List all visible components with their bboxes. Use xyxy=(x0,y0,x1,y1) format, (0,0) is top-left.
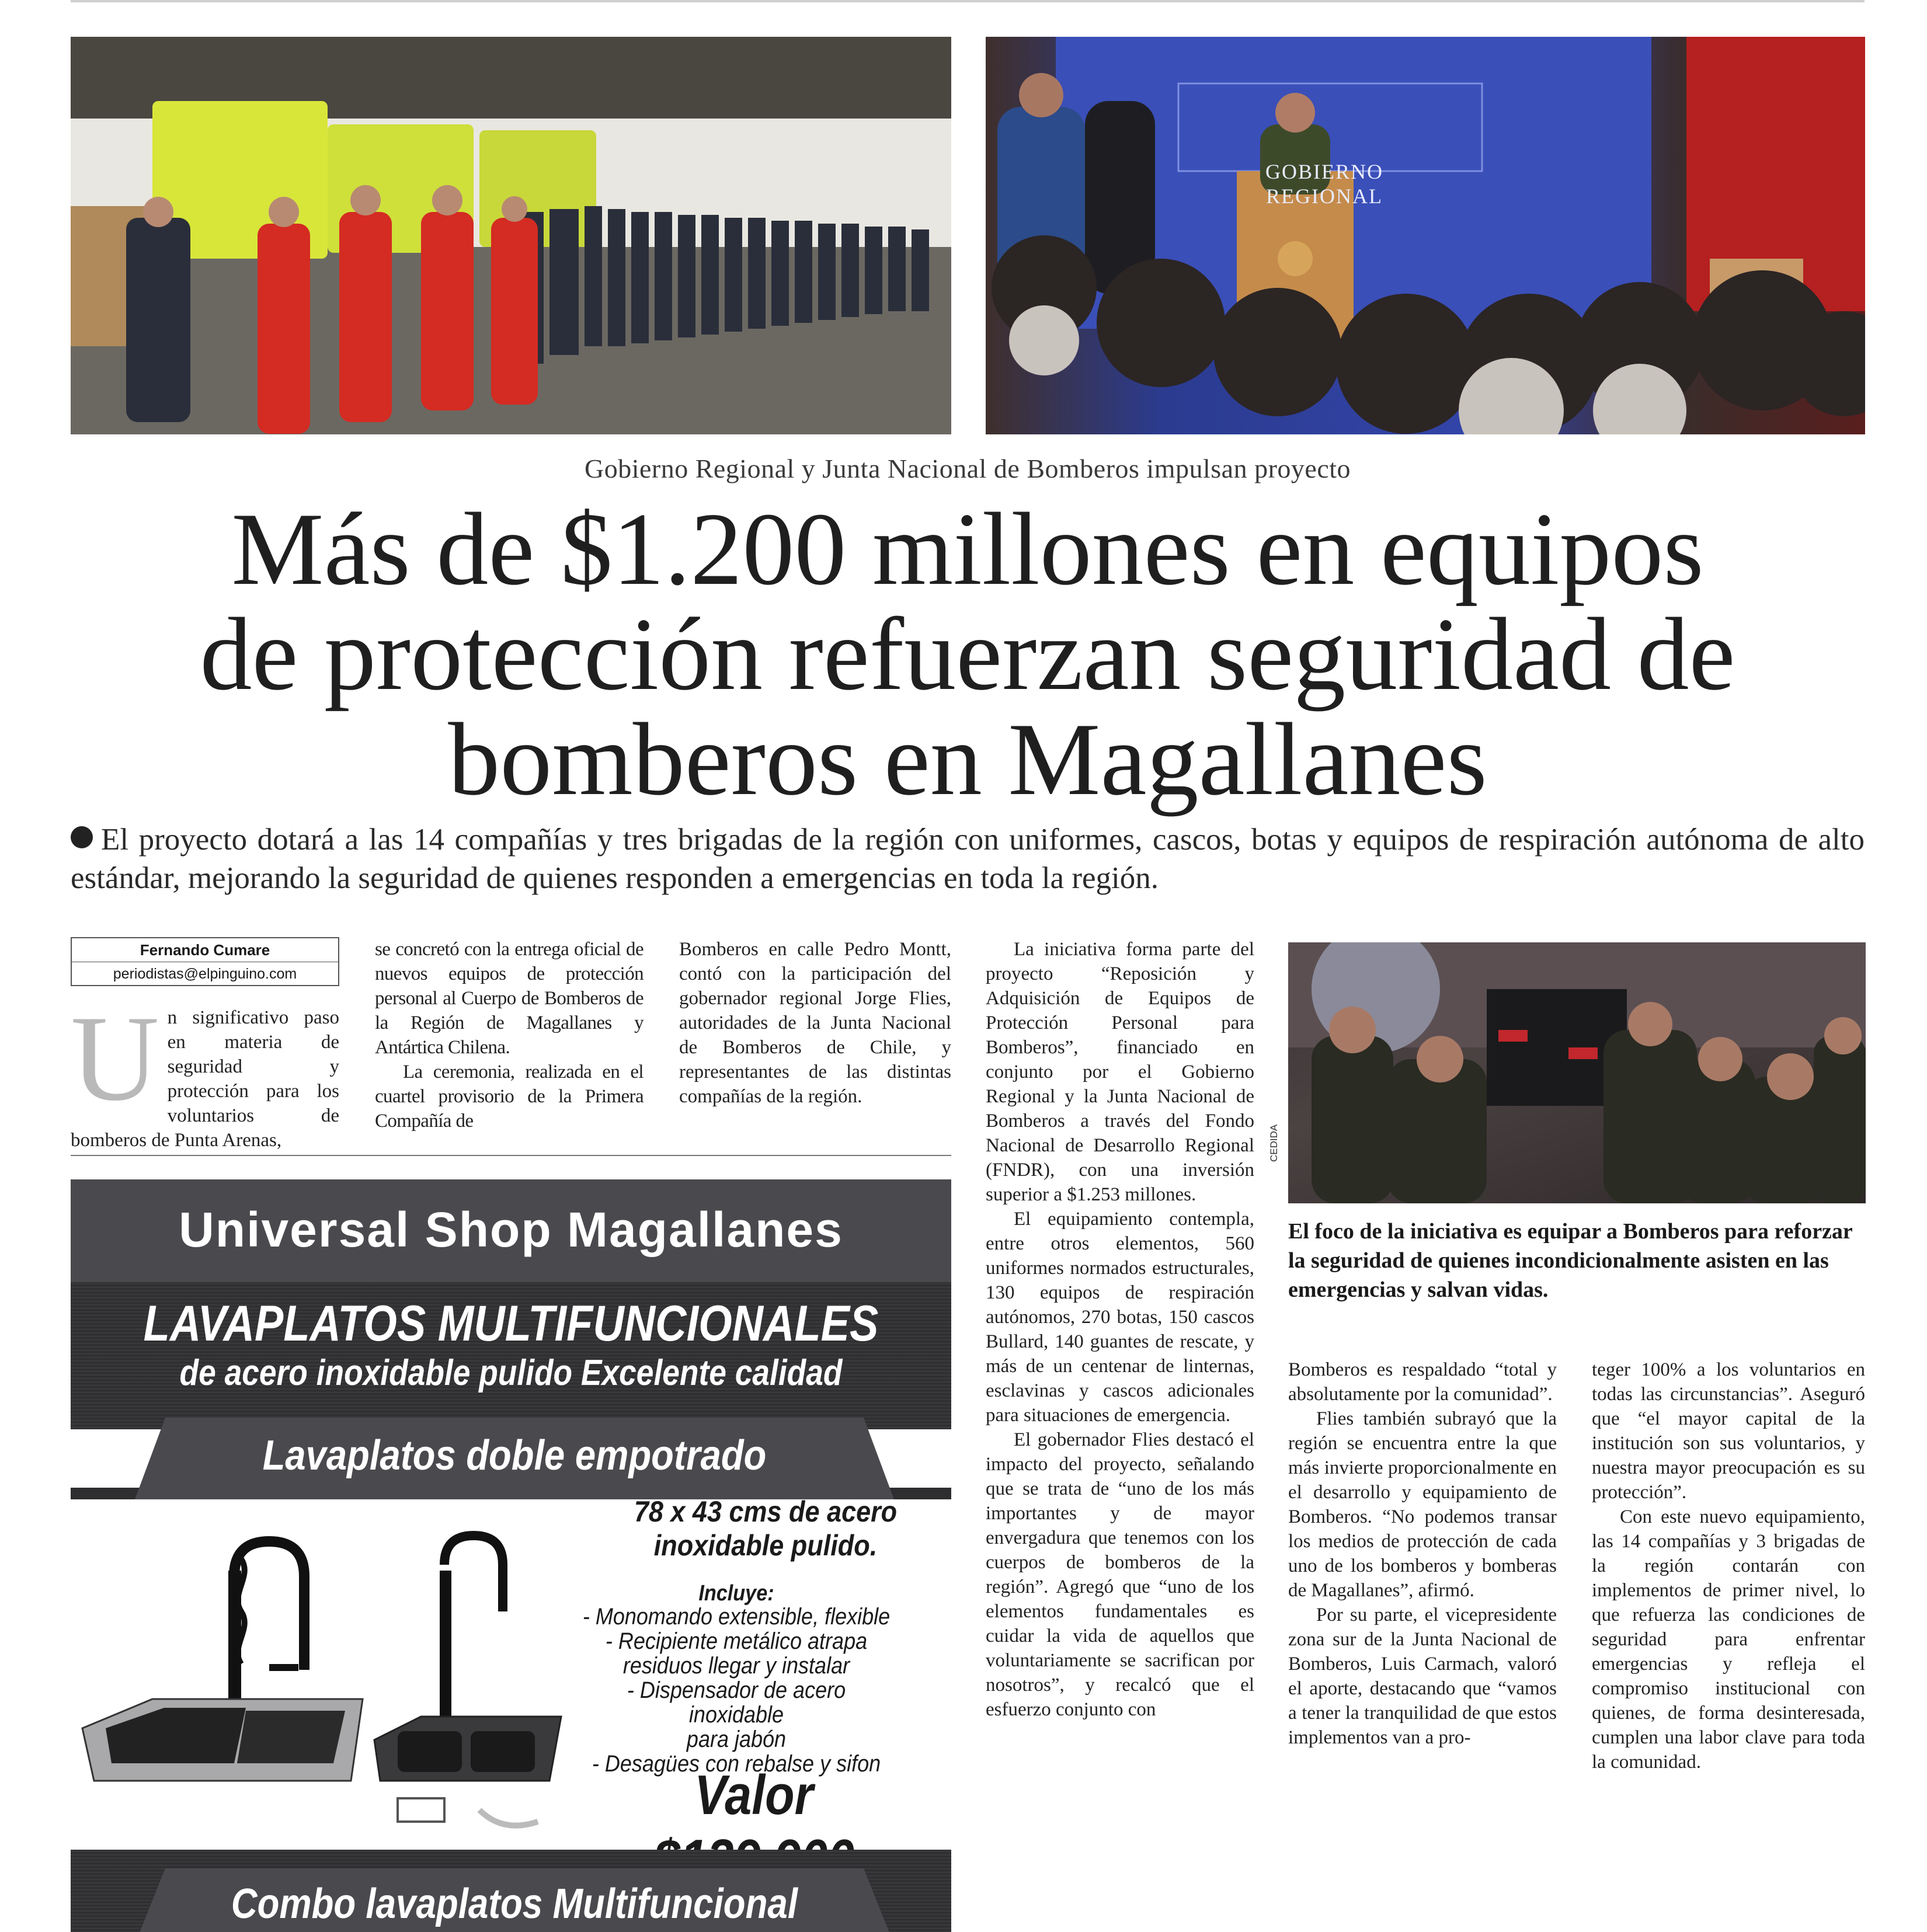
article-col2-p2: La ceremonia, realizada en el cuartel provisorio de la Primera Compañía de xyxy=(375,1061,644,1132)
article-col5-p2: Flies también subrayó que la región se encuentra entre la que más invierte proporcionalmente en el desarrollo y equipamiento de Bomberos. “No podemos transar los medios de protección de cada uno de los bomberos y bomberas de Magallanes”, afirmó. xyxy=(1288,1408,1557,1601)
ad-subheadline-bold: Excelente calidad xyxy=(580,1353,843,1393)
ad-shop-name: Universal Shop Magallanes xyxy=(179,1202,843,1257)
ad-product-title: Lavaplatos doble empotrado xyxy=(262,1432,767,1479)
governor-speech-photo xyxy=(986,37,1865,434)
article-col5-p3: Por su parte, el vicepresidente zona sur de la Junta Nacional de Bomberos, Luis Carmach, valoró el aporte, destacando que “vamos a tener la tranquilidad de que estos implementos van a pro- xyxy=(1288,1604,1557,1748)
ad-includes-list xyxy=(579,1604,894,1776)
podium-sign-text: GOBIERNO REGIONAL xyxy=(1265,160,1383,208)
byline-email[interactable]: periodistas@elpinguino.com xyxy=(113,966,297,982)
photo-caption: El foco de la iniciativa es equipar a Bomberos para reforzar la seguridad de quienes incondicionalmente asisten en las emergencias y salvan vidas. xyxy=(1288,1219,1853,1302)
ad-include-item: para jabón xyxy=(686,1726,787,1752)
firefighters-lineup-illustration xyxy=(71,37,951,434)
equipment-inspection-photo xyxy=(1288,942,1866,1203)
sink-faucet-illustration xyxy=(71,1506,573,1851)
drop-cap: U xyxy=(71,991,159,1126)
headline xyxy=(71,491,1865,817)
ad-include-item: - Desagües con rebalse y sifon xyxy=(592,1751,881,1777)
article-col4-p3: El gobernador Flies destacó el impacto del proyecto, señalando que se trata de “uno de los más importantes y de mayor envergadura que tenemos con los cuerpos de bomberos de la región”. Agregó que “uno de los elementos fundamentales es cuidar la vida de aquellos que voluntariamente se sacrifican por nosotros”, y recalcó que el esfuerzo conjunto con xyxy=(986,1429,1254,1720)
article-col3-text: Bomberos en calle Pedro Montt, contó con la participación del gobernador regional Jorge Flies, autoridades de la Junta Nacional de Bomberos de Chile, y representantes de las distintas compañías de la región. xyxy=(679,939,951,1107)
article-col1-text: n significativo paso en materia de seguridad y protección para los voluntarios de bomberos de Punta Arenas, xyxy=(71,1007,339,1151)
article-col4-p2: El equipamiento contempla, entre otros elementos, 560 uniformes normados estructurales, 130 equipos de respiración autónomos, 270 botas, 150 cascos Bullard, 140 guantes de rescate, y más de un centenar de linternas, esclavinas y cascos adicionales para situaciones de emergencia. xyxy=(986,1209,1254,1426)
article-col2-p1: se concretó con la entrega oficial de nuevos equipos de protección personal al Cuerpo de Bomberos de la Región de Magallanes y Antártica Chilena. xyxy=(375,939,644,1058)
ad-bottom-banner-text: Combo lavaplatos Multifuncional xyxy=(231,1881,798,1927)
headline-line-2: de protección refuerzan seguridad de xyxy=(200,596,1735,712)
ad-headline: LAVAPLATOS MULTIFUNCIONALES xyxy=(143,1296,879,1352)
article-column-3 xyxy=(679,937,951,1109)
article-column-6 xyxy=(1592,1357,1865,1774)
article-col5-p1: Bomberos es respaldado “total y absolutamente por la comunidad”. xyxy=(1288,1359,1557,1405)
ad-subheadline xyxy=(133,1352,890,1394)
ad-price: Valor xyxy=(694,1764,813,1826)
equipment-inspection-illustration xyxy=(1288,942,1866,1203)
ad-include-item: residuos llegar y instalar xyxy=(622,1653,850,1679)
byline-author: Fernando Cumare xyxy=(72,938,338,962)
ad-subheadline-plain: de acero inoxidable pulido xyxy=(179,1353,581,1393)
top-rule xyxy=(71,0,1865,2)
headline-line-1: Más de $1.200 millones en equipos xyxy=(231,491,1704,607)
firefighters-lineup-photo xyxy=(71,37,951,434)
article-column-1 xyxy=(71,991,339,1153)
governor-speech-illustration xyxy=(986,37,1865,434)
article-column-4 xyxy=(986,937,1254,1722)
lede-text: El proyecto dotará a las 14 compañías y tres brigadas de la región con uniformes, cascos, botas y equipos de respiración autónoma de alto estándar, mejorando la seguridad de quienes responden a emergencias en toda la región. xyxy=(71,823,1865,895)
ad-includes-title: Incluye: xyxy=(698,1581,774,1606)
article-col4-p1: La iniciativa forma parte del proyecto “Reposición y Adquisición de Equipos de Protección Personal para Bomberos”, financiado en conjunto por el Gobierno Regional y la Junta Nacional de Bomberos a través del Fondo Nacional de Desarrollo Regional (FNDR), con una inversión superior a $1.253 millones. xyxy=(986,939,1254,1205)
kicker: Gobierno Regional y Junta Nacional de Bomberos impulsan proyecto xyxy=(584,454,1351,483)
lede xyxy=(71,820,1865,897)
headline-line-3: bomberos en Magallanes xyxy=(448,701,1487,817)
photo-credit: CEDIDA xyxy=(1268,1124,1279,1162)
bullet-icon xyxy=(71,826,93,848)
ad-include-item: - Recipiente metálico atrapa xyxy=(605,1628,868,1654)
article-col6-p2: Con este nuevo equipamiento, las 14 compañías y 3 brigadas de la región contarán con implementos de primer nivel, lo que refuerza las condiciones de seguridad para enfrentar emergencias y refleja el compromiso institucional con quienes, de forma desinteresada, cumplen una labor clave para toda la comunidad. xyxy=(1592,1506,1865,1773)
ad-spec-line-1: 78 x 43 cms de acero xyxy=(634,1495,898,1528)
article-column-5 xyxy=(1288,1357,1557,1750)
ad-spec xyxy=(608,1495,923,1562)
ad-include-item: - Dispensador de acero inoxidable xyxy=(627,1677,846,1728)
article-column-2 xyxy=(375,937,644,1133)
column-divider xyxy=(71,1155,951,1156)
byline-box xyxy=(71,937,339,986)
advertisement[interactable] xyxy=(71,1179,951,1932)
ad-spec-line-2: inoxidable pulido. xyxy=(653,1529,878,1562)
article-col6-p1: teger 100% a los voluntarios en todas las circunstancias”. Aseguró que “el mayor capital de la institución son sus voluntarios, y nuestra mayor preocupación es su protección”. xyxy=(1592,1359,1865,1503)
ad-include-item: - Monomando extensible, flexible xyxy=(582,1604,891,1630)
